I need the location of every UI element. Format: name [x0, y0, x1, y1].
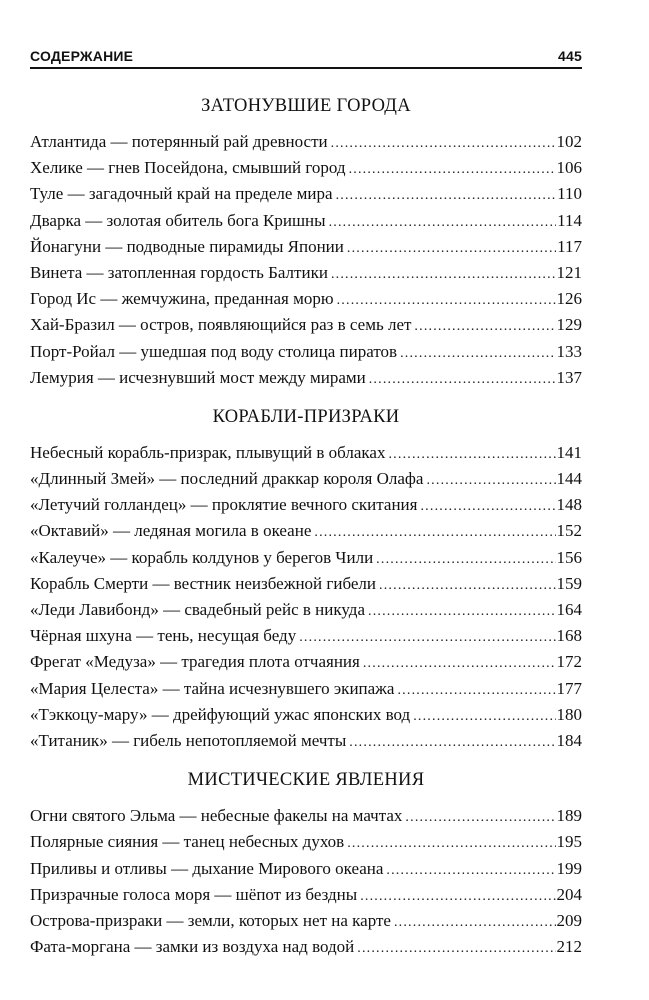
- toc-entry-page: 102: [556, 132, 582, 151]
- dot-leader: [349, 730, 555, 756]
- toc-entry-title: «Октавий» — ледяная могила в океане: [30, 521, 312, 541]
- toc-entry: [30, 234, 582, 260]
- toc-entry: [30, 597, 582, 623]
- toc-entry-title: Приливы и отливы — дыхание Мирового океана: [30, 858, 384, 878]
- toc-entry-title: Полярные сияния — танец небесных духов: [30, 832, 345, 852]
- toc-entry-title: Чёрная шхуна — тень, несущая беду: [30, 626, 297, 646]
- toc-entry: [30, 518, 582, 544]
- dot-leader: [420, 494, 555, 520]
- toc-entry: [30, 181, 582, 207]
- toc-entry-page: 172: [556, 652, 582, 672]
- toc-entry-page: 141: [556, 442, 582, 462]
- toc-entry-title: Фрегат «Медуза» — трагедия плота отчаяния: [30, 652, 360, 672]
- toc-entry-page: 159: [556, 573, 582, 593]
- toc-entry-page: 110: [557, 184, 582, 204]
- page-number: 445: [558, 48, 582, 64]
- toc-entry-title: Туле — загадочный край на пределе мира: [30, 184, 333, 204]
- dot-leader: [331, 262, 556, 288]
- toc-entry-title: Огни святого Эльма — небесные факелы на мачтах: [30, 806, 403, 826]
- toc-entry-page: 180: [556, 704, 582, 724]
- section-title: КОРАБЛИ-ПРИЗРАКИ: [212, 406, 400, 427]
- running-title: СОДЕРЖАНИЕ: [30, 48, 134, 64]
- dot-leader: [363, 651, 556, 677]
- toc-entry: [30, 676, 582, 702]
- toc-entry: [30, 492, 582, 518]
- toc-entry-title: «Леди Лавибонд» — свадебный рейс в никуда: [30, 600, 365, 619]
- section-title: ЗАТОНУВШИЕ ГОРОДА: [201, 96, 411, 116]
- toc-entry-title: Лемурия — исчезнувший мост между мирами: [30, 367, 366, 387]
- toc-entry-page: 144: [556, 469, 582, 489]
- toc-entry-page: 164: [556, 600, 582, 619]
- toc-entry-page: 212: [556, 937, 582, 957]
- dot-leader: [379, 573, 555, 599]
- toc-entry-title: «Тэккоцу-мару» — дрейфующий ужас японских вод: [30, 704, 411, 724]
- dot-leader: [331, 131, 556, 157]
- toc-entry-page: 117: [557, 236, 582, 256]
- toc-entry-page: 137: [556, 367, 582, 387]
- toc-entry-page: 168: [556, 626, 582, 646]
- toc-entry-title: Хай-Бразил — остров, появляющийся раз в семь лет: [30, 315, 412, 335]
- toc-entry-page: 121: [556, 262, 582, 282]
- dot-leader: [386, 858, 555, 884]
- toc-entry-title: «Титаник» — гибель непотопляемой мечты: [30, 730, 347, 750]
- toc-entry-page: 133: [556, 341, 582, 361]
- dot-leader: [400, 341, 555, 367]
- toc-list: [30, 803, 582, 960]
- toc-entry-page: 204: [556, 884, 582, 904]
- toc-entry-page: 195: [556, 832, 582, 852]
- toc-entry-page: 177: [556, 678, 582, 698]
- toc-entry: [30, 440, 582, 466]
- toc-entry-title: «Мария Целеста» — тайна исчезнувшего экипажа: [30, 678, 395, 698]
- dot-leader: [347, 236, 556, 262]
- dot-leader: [394, 910, 556, 936]
- dot-leader: [349, 157, 556, 183]
- dot-leader: [299, 625, 555, 651]
- toc-entry: [30, 908, 582, 934]
- dot-leader: [329, 210, 557, 236]
- dot-leader: [413, 704, 555, 730]
- book-page: [30, 44, 582, 960]
- toc-entry: [30, 571, 582, 597]
- toc-entry: [30, 545, 582, 571]
- toc-entry-title: Порт-Ройал — ушедшая под воду столица пиратов: [30, 341, 398, 361]
- toc-entry-title: Винета — затопленная гордость Балтики: [30, 262, 328, 282]
- toc-entry-page: 106: [556, 158, 582, 178]
- toc-entry: [30, 286, 582, 312]
- toc-list: [30, 440, 582, 754]
- toc-entry-page: 199: [556, 858, 582, 878]
- toc-entry-title: «Летучий голландец» — проклятие вечного скитания: [30, 495, 418, 515]
- toc-entry-title: Фата-моргана — замки из воздуха над водой: [30, 937, 355, 957]
- dot-leader: [405, 805, 555, 831]
- toc-entry: [30, 702, 582, 728]
- toc-entry-page: 189: [556, 806, 582, 826]
- toc-entry-title: Йонагуни — подводные пирамиды Японии: [30, 236, 344, 256]
- dot-leader: [337, 288, 556, 314]
- running-head: [30, 44, 582, 64]
- toc-entry-page: 152: [556, 521, 582, 541]
- header-rule: [30, 67, 582, 69]
- dot-leader: [376, 547, 555, 573]
- dot-leader: [397, 678, 555, 704]
- toc-entry: [30, 466, 582, 492]
- section-title: МИСТИЧЕСКИЕ ЯВЛЕНИЯ: [187, 770, 425, 791]
- toc-entry-title: Небесный корабль-призрак, плывущий в облаках: [30, 442, 386, 462]
- toc-entry-title: Острова-призраки — земли, которых нет на карте: [30, 910, 391, 930]
- toc-list: [30, 129, 582, 391]
- table-of-contents: [30, 94, 582, 960]
- toc-entry-page: 126: [556, 289, 582, 309]
- toc-entry: [30, 856, 582, 882]
- toc-entry-title: Атлантида — потерянный рай древности: [30, 132, 328, 151]
- toc-entry-title: Корабль Смерти — вестник неизбежной гибели: [30, 573, 377, 593]
- toc-entry: [30, 339, 582, 365]
- dot-leader: [357, 936, 555, 962]
- toc-entry-title: «Длинный Змей» — последний драккар короля Олафа: [30, 469, 424, 489]
- toc-entry: [30, 208, 582, 234]
- dot-leader: [336, 183, 557, 209]
- toc-entry-title: Дварка — золотая обитель бога Кришны: [30, 210, 326, 230]
- toc-entry: [30, 803, 582, 829]
- toc-entry-page: 209: [556, 910, 582, 930]
- dot-leader: [388, 442, 555, 468]
- toc-entry-page: 114: [557, 210, 582, 230]
- dot-leader: [360, 884, 555, 910]
- toc-entry: [30, 365, 582, 391]
- toc-entry-title: «Калеуче» — корабль колдунов у берегов Чили: [30, 547, 374, 567]
- toc-entry-title: Призрачные голоса моря — шёпот из бездны: [30, 884, 358, 904]
- toc-entry: [30, 623, 582, 649]
- toc-entry: [30, 312, 582, 338]
- dot-leader: [426, 468, 555, 494]
- dot-leader: [347, 831, 555, 857]
- dot-leader: [369, 367, 556, 393]
- toc-entry: [30, 934, 582, 960]
- toc-entry: [30, 155, 582, 181]
- toc-entry: [30, 649, 582, 675]
- toc-entry: [30, 882, 582, 908]
- toc-entry: [30, 728, 582, 754]
- toc-entry: [30, 260, 582, 286]
- toc-entry-title: Хелике — гнев Посейдона, смывший город: [30, 158, 346, 178]
- toc-entry: [30, 129, 582, 155]
- dot-leader: [414, 314, 555, 340]
- toc-entry-page: 184: [556, 730, 582, 750]
- toc-entry-page: 156: [556, 547, 582, 567]
- toc-entry-title: Город Ис — жемчужина, преданная морю: [30, 289, 334, 309]
- toc-entry: [30, 829, 582, 855]
- toc-entry-page: 148: [556, 495, 582, 515]
- toc-entry-page: 129: [556, 315, 582, 335]
- dot-leader: [368, 599, 556, 625]
- dot-leader: [314, 520, 555, 546]
